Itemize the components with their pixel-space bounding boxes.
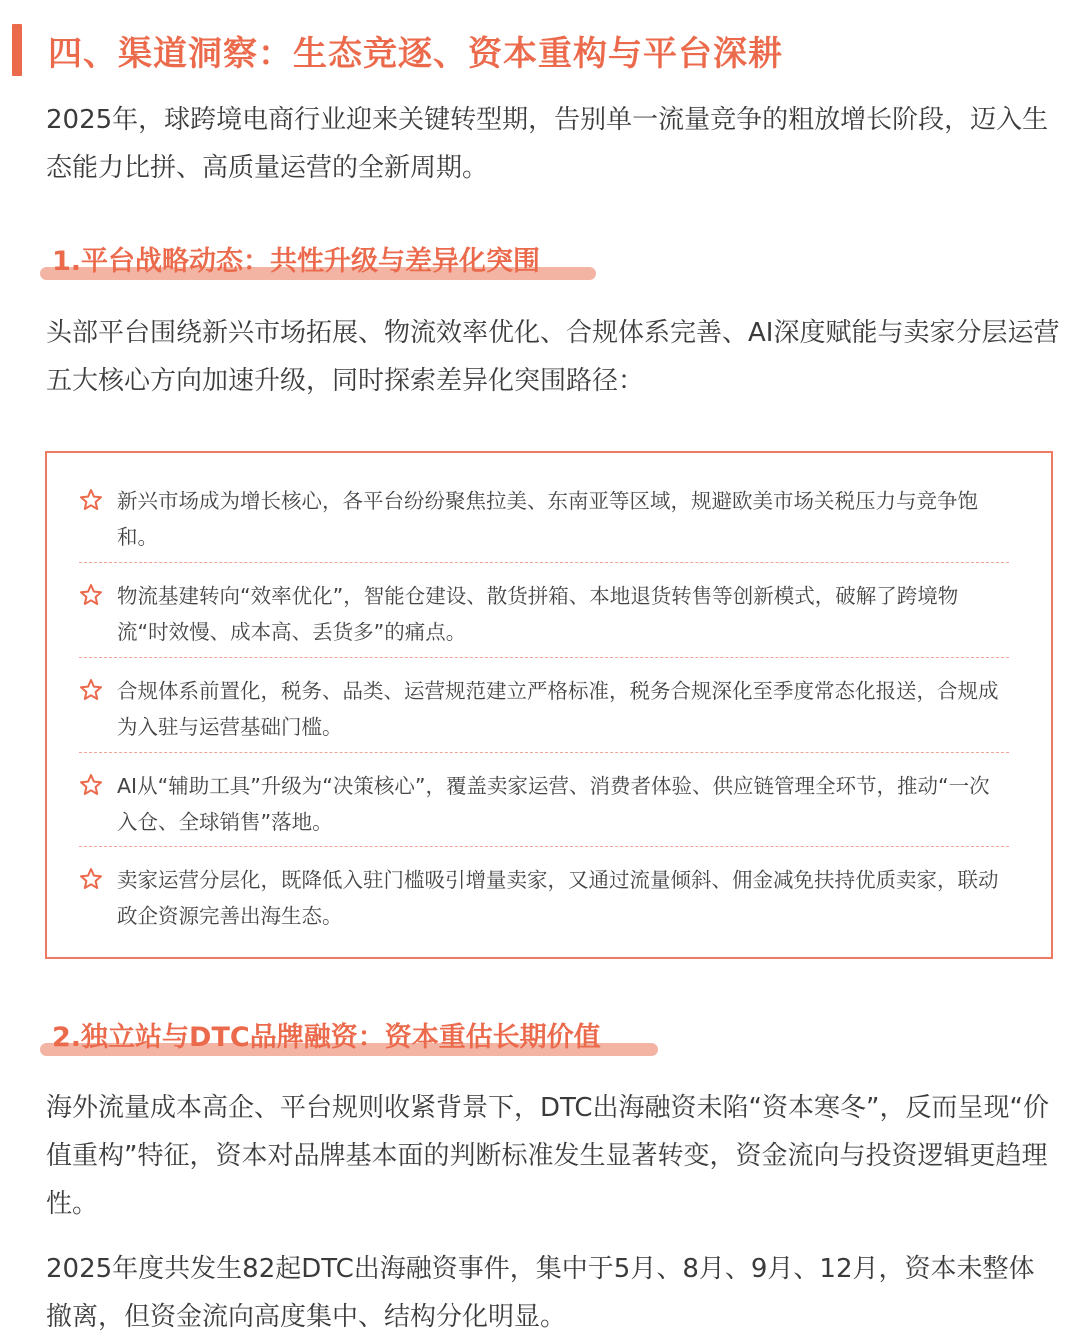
subheading-2 (40, 1016, 613, 1060)
list-item (79, 673, 1009, 745)
star-icon (79, 867, 103, 891)
list-item (79, 578, 1009, 650)
platform-trends-box (45, 451, 1053, 959)
intro-paragraph: 2025年，球跨境电商行业迎来关键转型期，告别单一流量竞争的粗放增长阶段，迈入生态能力比拼、高质量运营的全新周期。 (46, 105, 1049, 183)
subheading-2-title: 2.独立站与DTC品牌融资：资本重估长期价值 (52, 1022, 601, 1053)
dashed-divider (79, 657, 1009, 658)
list-item (79, 768, 1009, 840)
subsection-2-paragraph-2: 2025年度共发生82起DTC出海融资事件，集中于5月、8月、9月、12月，资本未整体撤离，但资金流向高度集中、结构分化明显。 (46, 1254, 1035, 1332)
section-accent-bar (12, 24, 22, 76)
section-title: 四、渠道洞察：生态竞逐、资本重构与平台深耕 (48, 33, 783, 74)
star-icon (79, 488, 103, 512)
subsection-2-paragraph-1: 海外流量成本高企、平台规则收紧背景下，DTC出海融资未陷“资本寒冬”，反而呈现“价值重构”特征，资本对品牌基本面的判断标准发生显著转变，资金流向与投资逻辑更趋理性。 (46, 1093, 1049, 1219)
list-item (79, 862, 1009, 934)
subheading-1 (40, 240, 552, 284)
star-icon (79, 773, 103, 797)
subheading-1-title: 1.平台战略动态：共性升级与差异化突围 (52, 246, 541, 277)
dashed-divider (79, 562, 1009, 563)
dashed-divider (79, 846, 1009, 847)
section-header (12, 22, 783, 78)
star-icon (79, 678, 103, 702)
dashed-divider (79, 752, 1009, 753)
subsection-1-paragraph: 头部平台围绕新兴市场拓展、物流效率优化、合规体系完善、AI深度赋能与卖家分层运营五大核心方向加速升级，同时探索差异化突围路径： (46, 318, 1060, 396)
list-item-text: 物流基建转向“效率优化”，智能仓建设、散货拼箱、本地退货转售等创新模式，破解了跨境物流“时效慢、成本高、丢货多”的痛点。 (117, 584, 959, 644)
list-item-text: 新兴市场成为增长核心，各平台纷纷聚焦拉美、东南亚等区域，规避欧美市场关税压力与竞争饱和。 (117, 489, 978, 549)
list-item-text: 合规体系前置化，税务、品类、运营规范建立严格标准，税务合规深化至季度常态化报送，合规成为入驻与运营基础门槛。 (117, 679, 999, 739)
list-item-text: 卖家运营分层化，既降低入驻门槛吸引增量卖家，又通过流量倾斜、佣金减免扶持优质卖家，联动政企资源完善出海生态。 (117, 868, 999, 928)
star-icon (79, 583, 103, 607)
list-item-text: AI从“辅助工具”升级为“决策核心”，覆盖卖家运营、消费者体验、供应链管理全环节，推动“一次入仓、全球销售”落地。 (117, 774, 990, 834)
list-item (79, 483, 1009, 555)
